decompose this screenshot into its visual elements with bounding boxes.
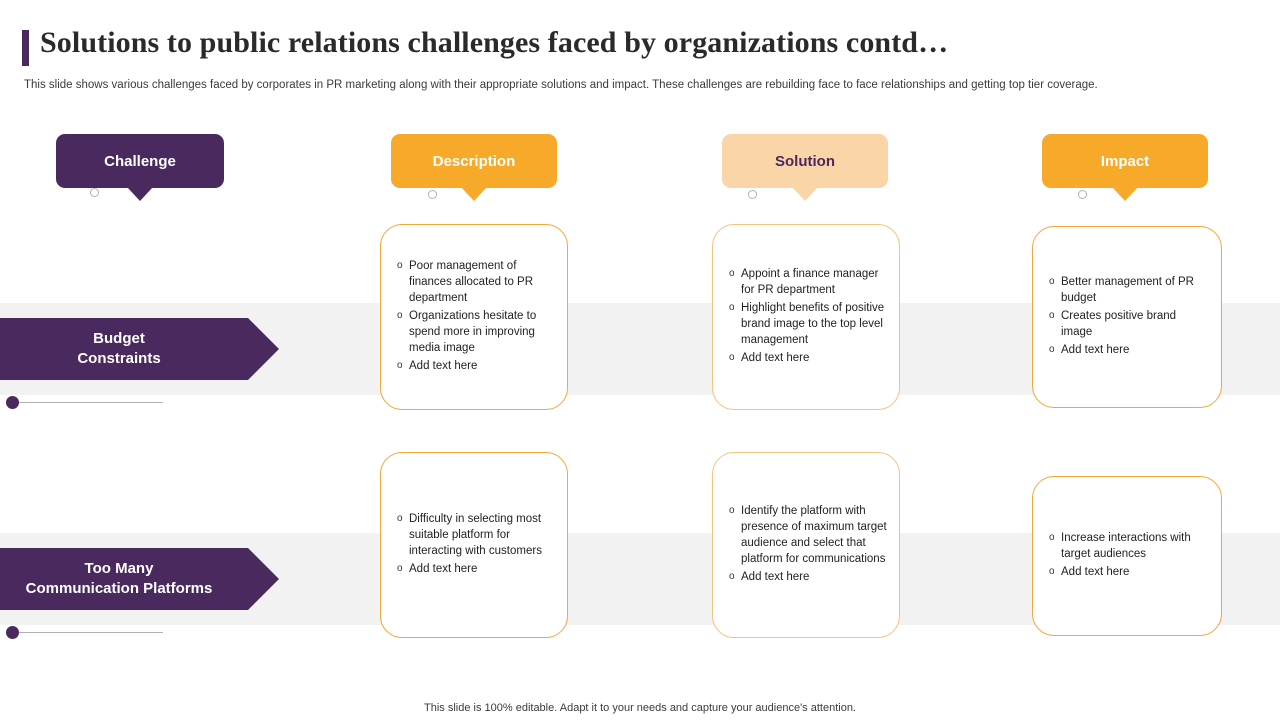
column-header-solution-label: Solution — [775, 152, 835, 170]
list-item — [729, 266, 887, 298]
bullet-icon: o — [729, 571, 735, 582]
card-description-row-2 — [380, 452, 568, 638]
bullet-icon: o — [397, 260, 403, 271]
row-connector-line-1 — [19, 402, 163, 403]
list-item-text: Poor management of finances allocated to PR department — [409, 260, 534, 304]
page-title: Solutions to public relations challenges faced by organizations contd… — [40, 26, 949, 59]
list-item — [397, 258, 555, 306]
bullet-icon: o — [1049, 566, 1055, 577]
list-item — [397, 308, 555, 356]
bullet-icon: o — [729, 352, 735, 363]
pointer-triangle-icon — [461, 187, 487, 201]
bullet-icon: o — [729, 268, 735, 279]
list-item — [397, 561, 555, 577]
pointer-triangle-icon — [127, 187, 153, 201]
challenge-row-2-line-2: Communication Platforms — [25, 580, 213, 597]
bullet-icon: o — [729, 302, 735, 313]
list-item — [1049, 274, 1209, 306]
bullet-icon: o — [397, 513, 403, 524]
bullet-icon: o — [397, 563, 403, 574]
card-solution-row-1 — [712, 224, 900, 410]
list-item — [729, 503, 887, 567]
list-item-text: Add text here — [741, 352, 810, 364]
list-item-text: Organizations hesitate to spend more in improving media image — [409, 310, 537, 354]
arrow-right-icon — [248, 548, 279, 610]
list-item-text: Creates positive brand image — [1061, 310, 1177, 338]
challenge-row-1-line-2: Constraints — [77, 350, 161, 367]
column-header-solution — [722, 134, 888, 188]
challenge-label-row-2-text — [26, 559, 213, 600]
row-connector-line-2 — [19, 632, 163, 633]
connector-dot-description — [428, 190, 437, 199]
column-header-impact-label: Impact — [1100, 152, 1150, 170]
list-item-text: Increase interactions with target audiences — [1061, 532, 1191, 560]
column-header-impact — [1042, 134, 1208, 188]
challenge-label-row-2 — [0, 548, 248, 610]
bullet-icon: o — [1049, 532, 1055, 543]
list-item — [729, 569, 887, 585]
card-impact-row-1 — [1032, 226, 1222, 408]
connector-dot-impact — [1078, 190, 1087, 199]
list-item — [1049, 342, 1209, 358]
list-item-text: Add text here — [1061, 344, 1130, 356]
list-item-text: Better management of PR budget — [1061, 276, 1194, 304]
list-item-text: Highlight benefits of positive brand image to the top level management — [741, 302, 885, 346]
card-description-row-1 — [380, 224, 568, 410]
list-item — [1049, 564, 1209, 580]
challenge-row-2-line-1: Too Many — [84, 559, 154, 577]
list-item-text: Appoint a finance manager for PR department — [741, 268, 879, 296]
list-item-text: Identify the platform with presence of maximum target audience and select that platform for communications — [741, 505, 887, 565]
card-solution-row-2 — [712, 452, 900, 638]
column-header-challenge-label: Challenge — [104, 152, 176, 170]
list-item — [1049, 530, 1209, 562]
list-item — [729, 300, 887, 348]
column-header-description — [391, 134, 557, 188]
list-item-text: Add text here — [1061, 566, 1130, 578]
challenge-row-1-line-1: Budget — [93, 329, 145, 347]
challenge-label-row-1-text — [77, 329, 160, 370]
bullet-icon: o — [1049, 310, 1055, 321]
title-accent-bar — [22, 30, 29, 66]
footer-note: This slide is 100% editable. Adapt it to your needs and capture your audience's attention. — [424, 702, 856, 714]
list-item — [729, 350, 887, 366]
list-item-text: Add text here — [741, 571, 810, 583]
list-item-text: Difficulty in selecting most suitable platform for interacting with customers — [409, 513, 542, 557]
page-subtitle: This slide shows various challenges faced by corporates in PR marketing along with their appropriate solutions and impact. These challenges are rebuilding face to face relationships and getting top tier coverage. — [24, 79, 1098, 91]
row-marker-dot-1 — [6, 396, 19, 409]
column-header-challenge — [56, 134, 224, 188]
list-item — [1049, 308, 1209, 340]
row-marker-dot-2 — [6, 626, 19, 639]
column-header-description-label: Description — [432, 152, 516, 170]
list-item-text: Add text here — [409, 563, 478, 575]
list-item — [397, 358, 555, 374]
card-impact-row-2 — [1032, 476, 1222, 636]
bullet-icon: o — [397, 310, 403, 321]
list-item-text: Add text here — [409, 360, 478, 372]
pointer-triangle-icon — [792, 187, 818, 201]
connector-dot-solution — [748, 190, 757, 199]
connector-dot-challenge — [90, 188, 99, 197]
bullet-icon: o — [1049, 344, 1055, 355]
pointer-triangle-icon — [1112, 187, 1138, 201]
challenge-label-row-1 — [0, 318, 248, 380]
list-item — [397, 511, 555, 559]
bullet-icon: o — [397, 360, 403, 371]
arrow-right-icon — [248, 318, 279, 380]
bullet-icon: o — [1049, 276, 1055, 287]
bullet-icon: o — [729, 505, 735, 516]
